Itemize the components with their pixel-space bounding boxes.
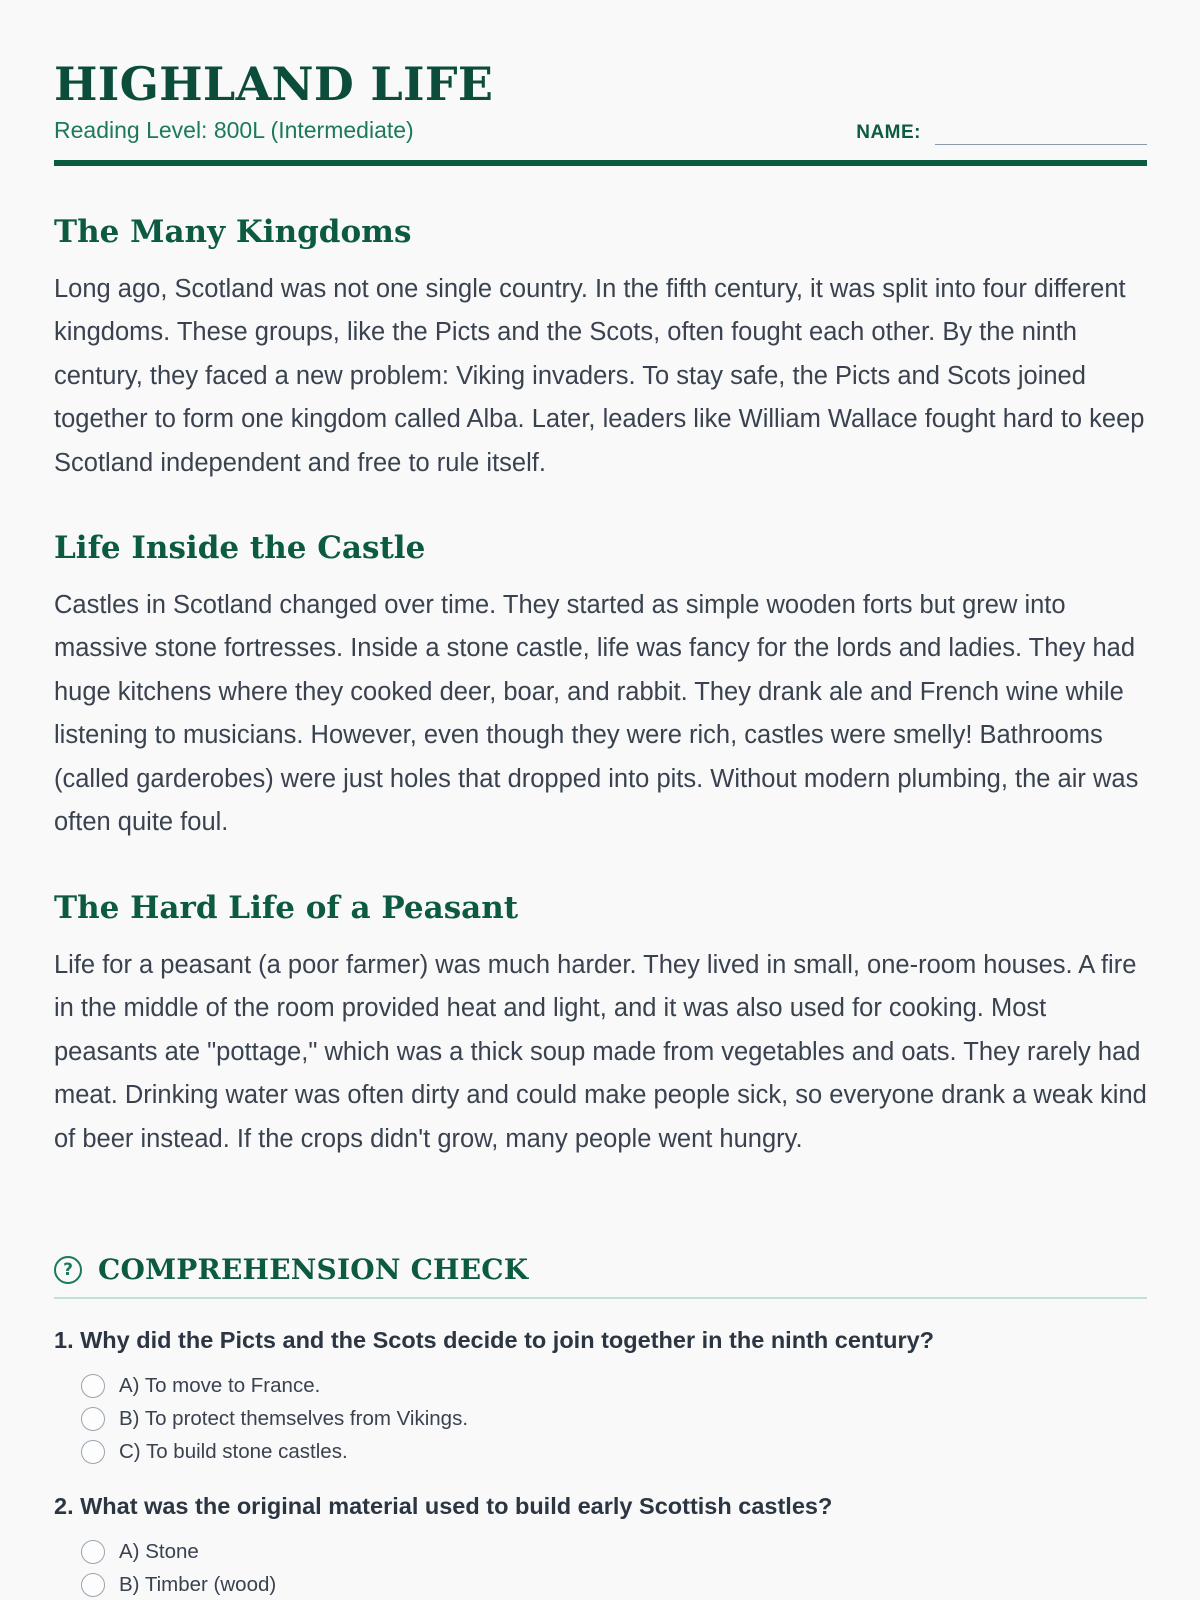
answer-option[interactable] — [54, 1435, 1147, 1468]
question-1 — [54, 1325, 1147, 1468]
section-heading-castle: Life Inside the Castle — [54, 530, 426, 566]
name-block — [856, 120, 1147, 145]
answer-option-label: A) Stone — [119, 1539, 199, 1563]
name-input-line[interactable] — [935, 120, 1147, 145]
answer-option[interactable] — [54, 1568, 1147, 1600]
radio-button[interactable] — [81, 1540, 105, 1564]
worksheet-content — [54, 0, 1147, 1596]
answer-option[interactable] — [54, 1369, 1147, 1402]
question-circle-icon: ? — [54, 1256, 82, 1284]
answer-options — [54, 1369, 1147, 1468]
reading-level: Reading Level: 800L (Intermediate) — [54, 117, 414, 143]
question-text: 1. Why did the Picts and the Scots decide to join together in the ninth century? — [54, 1327, 935, 1353]
name-label: NAME: — [856, 122, 921, 143]
answer-option[interactable] — [54, 1535, 1147, 1568]
section-body-castle: Castles in Scotland changed over time. They started as simple wooden forts but grew into massive stone fortresses. Inside a stone castle, life was fancy for the lords and ladies. They had huge kitchens where they cooked deer, boar, and rabbit. They drank ale and French wine while listening to musicians. However, even though they were rich, castles were smelly! Bathrooms (called garderobes) were just holes that dropped into pits. Without modern plumbing, the air was often quite foul. — [54, 591, 1139, 837]
section-body-kingdoms: Long ago, Scotland was not one single country. In the fifth century, it was split into four different kingdoms. These groups, like the Picts and the Scots, often fought each other. By the ninth century, they faced a new problem: Viking invaders. To stay safe, the Picts and Scots joined together to form one kingdom called Alba. Later, leaders like William Wallace fought hard to keep Scotland independent and free to rule itself. — [54, 275, 1145, 477]
header-divider — [54, 160, 1147, 166]
question-text: 2. What was the original material used to build early Scottish castles? — [54, 1493, 833, 1519]
comprehension-divider — [54, 1297, 1147, 1299]
section-body-peasant: Life for a peasant (a poor farmer) was much harder. They lived in small, one-room houses. A fire in the middle of the room provided heat and light, and it was also used for cooking. Most peasants ate "pottage," which was a thick soup made from vegetables and oats. They rarely had meat. Drinking water was often dirty and could make people sick, so everyone drank a weak kind of beer instead. If the crops didn't grow, many people went hungry. — [54, 951, 1147, 1153]
radio-button[interactable] — [81, 1573, 105, 1597]
radio-button[interactable] — [81, 1440, 105, 1464]
section-heading-kingdoms: The Many Kingdoms — [54, 214, 412, 250]
answer-options — [54, 1535, 1147, 1600]
answer-option-label: A) To move to France. — [119, 1373, 321, 1397]
answer-option-label: B) Timber (wood) — [119, 1572, 277, 1596]
comprehension-title: COMPREHENSION CHECK — [98, 1253, 529, 1286]
worksheet-header — [54, 0, 1147, 168]
page-title: HIGHLAND LIFE — [54, 57, 494, 111]
answer-option-label: C) To build stone castles. — [119, 1439, 348, 1463]
section-heading-peasant: The Hard Life of a Peasant — [54, 890, 519, 926]
answer-option-label: B) To protect themselves from Vikings. — [119, 1406, 469, 1430]
radio-button[interactable] — [81, 1407, 105, 1431]
question-2 — [54, 1491, 1147, 1600]
answer-option[interactable] — [54, 1402, 1147, 1435]
comprehension-heading — [54, 1252, 528, 1288]
radio-button[interactable] — [81, 1374, 105, 1398]
